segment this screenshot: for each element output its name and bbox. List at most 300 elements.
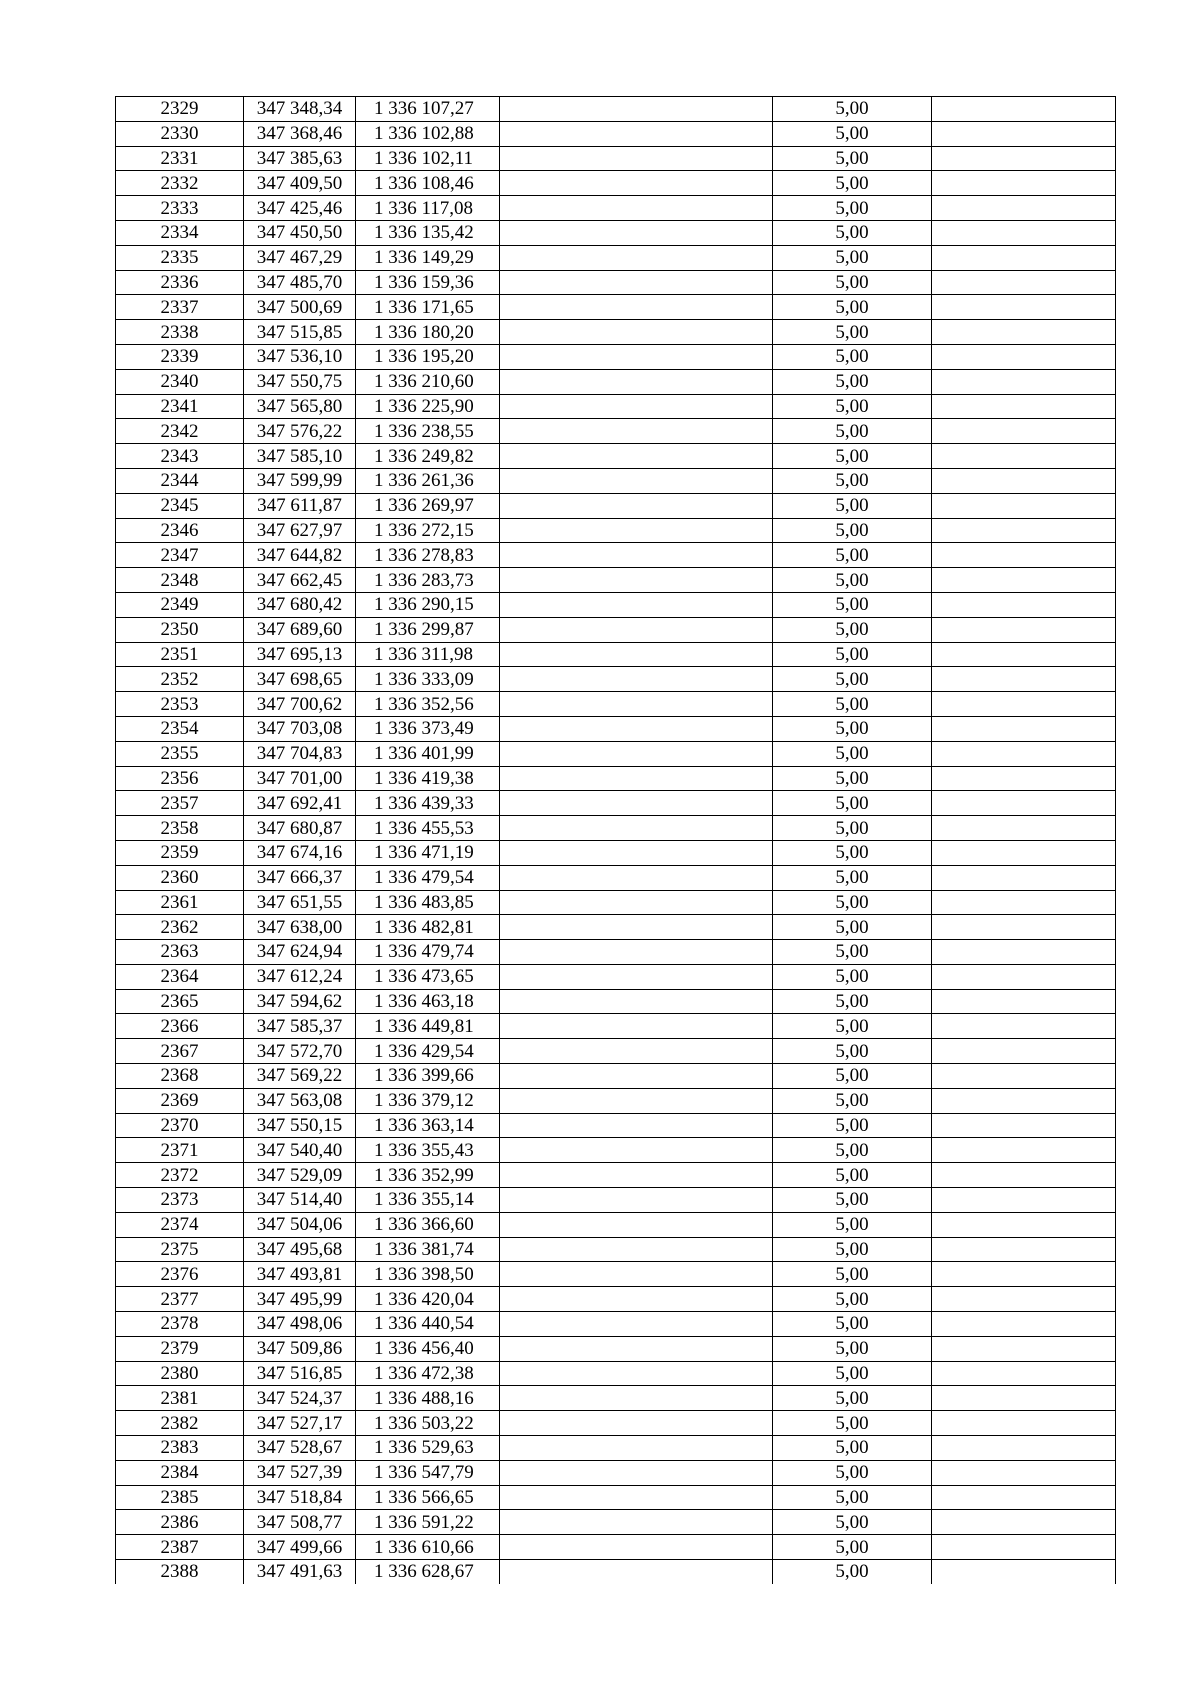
accuracy-cell: 5,00: [773, 419, 932, 444]
table-row: [116, 692, 1116, 717]
y-coordinate-cell: 1 336 333,09: [356, 667, 500, 692]
accuracy-cell: 5,00: [773, 890, 932, 915]
point-number-cell: 2329: [116, 97, 244, 122]
empty-cell: [500, 1163, 773, 1188]
point-number-cell: 2366: [116, 1014, 244, 1039]
table-row: [116, 964, 1116, 989]
empty-cell: [932, 220, 1116, 245]
accuracy-cell: 5,00: [773, 468, 932, 493]
table-row: [116, 1411, 1116, 1436]
x-coordinate-cell: 347 493,81: [244, 1262, 356, 1287]
x-coordinate-cell: 347 627,97: [244, 518, 356, 543]
y-coordinate-cell: 1 336 355,14: [356, 1188, 500, 1213]
empty-cell: [500, 791, 773, 816]
empty-cell: [932, 369, 1116, 394]
point-number-cell: 2341: [116, 394, 244, 419]
point-number-cell: 2334: [116, 220, 244, 245]
accuracy-cell: 5,00: [773, 568, 932, 593]
point-number-cell: 2348: [116, 568, 244, 593]
point-number-cell: 2382: [116, 1411, 244, 1436]
x-coordinate-cell: 347 689,60: [244, 617, 356, 642]
table-row: [116, 915, 1116, 940]
y-coordinate-cell: 1 336 488,16: [356, 1386, 500, 1411]
table-row: [116, 543, 1116, 568]
point-number-cell: 2375: [116, 1237, 244, 1262]
empty-cell: [500, 716, 773, 741]
table-row: [116, 940, 1116, 965]
table-row: [116, 741, 1116, 766]
accuracy-cell: 5,00: [773, 642, 932, 667]
table-row: [116, 97, 1116, 122]
table-row: [116, 667, 1116, 692]
x-coordinate-cell: 347 499,66: [244, 1535, 356, 1560]
table-row: [116, 1014, 1116, 1039]
point-number-cell: 2345: [116, 493, 244, 518]
table-row: [116, 1064, 1116, 1089]
table-row: [116, 171, 1116, 196]
x-coordinate-cell: 347 680,42: [244, 592, 356, 617]
y-coordinate-cell: 1 336 159,36: [356, 270, 500, 295]
y-coordinate-cell: 1 336 225,90: [356, 394, 500, 419]
empty-cell: [932, 1287, 1116, 1312]
empty-cell: [932, 1436, 1116, 1461]
accuracy-cell: 5,00: [773, 1138, 932, 1163]
empty-cell: [500, 220, 773, 245]
accuracy-cell: 5,00: [773, 766, 932, 791]
x-coordinate-cell: 347 495,99: [244, 1287, 356, 1312]
table-row: [116, 270, 1116, 295]
y-coordinate-cell: 1 336 566,65: [356, 1485, 500, 1510]
point-number-cell: 2330: [116, 121, 244, 146]
point-number-cell: 2369: [116, 1088, 244, 1113]
point-number-cell: 2370: [116, 1113, 244, 1138]
table-row: [116, 518, 1116, 543]
y-coordinate-cell: 1 336 398,50: [356, 1262, 500, 1287]
accuracy-cell: 5,00: [773, 816, 932, 841]
y-coordinate-cell: 1 336 449,81: [356, 1014, 500, 1039]
accuracy-cell: 5,00: [773, 617, 932, 642]
empty-cell: [500, 1411, 773, 1436]
x-coordinate-cell: 347 585,37: [244, 1014, 356, 1039]
y-coordinate-cell: 1 336 108,46: [356, 171, 500, 196]
point-number-cell: 2358: [116, 816, 244, 841]
empty-cell: [932, 592, 1116, 617]
table-row: [116, 840, 1116, 865]
y-coordinate-cell: 1 336 363,14: [356, 1113, 500, 1138]
empty-cell: [932, 617, 1116, 642]
accuracy-cell: 5,00: [773, 245, 932, 270]
accuracy-cell: 5,00: [773, 1510, 932, 1535]
empty-cell: [500, 816, 773, 841]
empty-cell: [500, 196, 773, 221]
empty-cell: [500, 964, 773, 989]
table-row: [116, 592, 1116, 617]
table-row: [116, 642, 1116, 667]
accuracy-cell: 5,00: [773, 1485, 932, 1510]
point-number-cell: 2373: [116, 1188, 244, 1213]
accuracy-cell: 5,00: [773, 344, 932, 369]
table-row: [116, 1088, 1116, 1113]
x-coordinate-cell: 347 612,24: [244, 964, 356, 989]
table-row: [116, 220, 1116, 245]
y-coordinate-cell: 1 336 299,87: [356, 617, 500, 642]
empty-cell: [500, 543, 773, 568]
empty-cell: [500, 295, 773, 320]
table-row: [116, 1039, 1116, 1064]
empty-cell: [500, 468, 773, 493]
point-number-cell: 2350: [116, 617, 244, 642]
x-coordinate-cell: 347 563,08: [244, 1088, 356, 1113]
x-coordinate-cell: 347 529,09: [244, 1163, 356, 1188]
point-number-cell: 2383: [116, 1436, 244, 1461]
empty-cell: [500, 1560, 773, 1584]
point-number-cell: 2347: [116, 543, 244, 568]
empty-cell: [932, 344, 1116, 369]
empty-cell: [500, 592, 773, 617]
empty-cell: [932, 1312, 1116, 1337]
table-row: [116, 1386, 1116, 1411]
y-coordinate-cell: 1 336 503,22: [356, 1411, 500, 1436]
empty-cell: [932, 692, 1116, 717]
empty-cell: [932, 791, 1116, 816]
table-row: [116, 1163, 1116, 1188]
empty-cell: [500, 915, 773, 940]
y-coordinate-cell: 1 336 483,85: [356, 890, 500, 915]
x-coordinate-cell: 347 701,00: [244, 766, 356, 791]
x-coordinate-cell: 347 644,82: [244, 543, 356, 568]
y-coordinate-cell: 1 336 311,98: [356, 642, 500, 667]
point-number-cell: 2354: [116, 716, 244, 741]
table-row: [116, 1138, 1116, 1163]
y-coordinate-cell: 1 336 471,19: [356, 840, 500, 865]
accuracy-cell: 5,00: [773, 964, 932, 989]
empty-cell: [932, 1014, 1116, 1039]
empty-cell: [932, 1535, 1116, 1560]
x-coordinate-cell: 347 495,68: [244, 1237, 356, 1262]
point-number-cell: 2340: [116, 369, 244, 394]
empty-cell: [500, 940, 773, 965]
empty-cell: [500, 444, 773, 469]
accuracy-cell: 5,00: [773, 220, 932, 245]
point-number-cell: 2371: [116, 1138, 244, 1163]
table-row: [116, 1436, 1116, 1461]
y-coordinate-cell: 1 336 135,42: [356, 220, 500, 245]
table-row: [116, 419, 1116, 444]
point-number-cell: 2385: [116, 1485, 244, 1510]
y-coordinate-cell: 1 336 278,83: [356, 543, 500, 568]
accuracy-cell: 5,00: [773, 1088, 932, 1113]
y-coordinate-cell: 1 336 272,15: [356, 518, 500, 543]
point-number-cell: 2359: [116, 840, 244, 865]
y-coordinate-cell: 1 336 283,73: [356, 568, 500, 593]
point-number-cell: 2355: [116, 741, 244, 766]
x-coordinate-cell: 347 504,06: [244, 1212, 356, 1237]
table-row: [116, 1336, 1116, 1361]
empty-cell: [932, 1237, 1116, 1262]
y-coordinate-cell: 1 336 440,54: [356, 1312, 500, 1337]
empty-cell: [500, 121, 773, 146]
x-coordinate-cell: 347 698,65: [244, 667, 356, 692]
x-coordinate-cell: 347 527,17: [244, 1411, 356, 1436]
empty-cell: [500, 1039, 773, 1064]
empty-cell: [932, 964, 1116, 989]
empty-cell: [500, 1485, 773, 1510]
point-number-cell: 2351: [116, 642, 244, 667]
point-number-cell: 2336: [116, 270, 244, 295]
accuracy-cell: 5,00: [773, 196, 932, 221]
empty-cell: [932, 1336, 1116, 1361]
y-coordinate-cell: 1 336 429,54: [356, 1039, 500, 1064]
accuracy-cell: 5,00: [773, 97, 932, 122]
empty-cell: [500, 692, 773, 717]
x-coordinate-cell: 347 508,77: [244, 1510, 356, 1535]
empty-cell: [500, 320, 773, 345]
y-coordinate-cell: 1 336 261,36: [356, 468, 500, 493]
x-coordinate-cell: 347 368,46: [244, 121, 356, 146]
x-coordinate-cell: 347 662,45: [244, 568, 356, 593]
empty-cell: [500, 1386, 773, 1411]
x-coordinate-cell: 347 638,00: [244, 915, 356, 940]
x-coordinate-cell: 347 498,06: [244, 1312, 356, 1337]
empty-cell: [500, 1113, 773, 1138]
table-row: [116, 617, 1116, 642]
accuracy-cell: 5,00: [773, 1113, 932, 1138]
x-coordinate-cell: 347 700,62: [244, 692, 356, 717]
empty-cell: [932, 419, 1116, 444]
accuracy-cell: 5,00: [773, 171, 932, 196]
empty-cell: [932, 1262, 1116, 1287]
empty-cell: [932, 444, 1116, 469]
y-coordinate-cell: 1 336 628,67: [356, 1560, 500, 1584]
empty-cell: [500, 890, 773, 915]
empty-cell: [932, 121, 1116, 146]
table-row: [116, 146, 1116, 171]
table-row: [116, 295, 1116, 320]
table-row: [116, 493, 1116, 518]
y-coordinate-cell: 1 336 238,55: [356, 419, 500, 444]
empty-cell: [932, 915, 1116, 940]
y-coordinate-cell: 1 336 102,11: [356, 146, 500, 171]
x-coordinate-cell: 347 550,15: [244, 1113, 356, 1138]
x-coordinate-cell: 347 666,37: [244, 865, 356, 890]
empty-cell: [932, 1113, 1116, 1138]
empty-cell: [500, 840, 773, 865]
accuracy-cell: 5,00: [773, 1287, 932, 1312]
empty-cell: [932, 1138, 1116, 1163]
point-number-cell: 2368: [116, 1064, 244, 1089]
empty-cell: [932, 766, 1116, 791]
x-coordinate-cell: 347 514,40: [244, 1188, 356, 1213]
x-coordinate-cell: 347 550,75: [244, 369, 356, 394]
accuracy-cell: 5,00: [773, 1014, 932, 1039]
table-row: [116, 444, 1116, 469]
point-number-cell: 2374: [116, 1212, 244, 1237]
x-coordinate-cell: 347 680,87: [244, 816, 356, 841]
empty-cell: [932, 1212, 1116, 1237]
x-coordinate-cell: 347 385,63: [244, 146, 356, 171]
point-number-cell: 2384: [116, 1460, 244, 1485]
coordinates-table-body: [116, 97, 1116, 1584]
accuracy-cell: 5,00: [773, 1312, 932, 1337]
point-number-cell: 2333: [116, 196, 244, 221]
x-coordinate-cell: 347 524,37: [244, 1386, 356, 1411]
x-coordinate-cell: 347 704,83: [244, 741, 356, 766]
accuracy-cell: 5,00: [773, 444, 932, 469]
empty-cell: [932, 518, 1116, 543]
y-coordinate-cell: 1 336 420,04: [356, 1287, 500, 1312]
empty-cell: [500, 989, 773, 1014]
empty-cell: [500, 617, 773, 642]
y-coordinate-cell: 1 336 419,38: [356, 766, 500, 791]
table-row: [116, 1113, 1116, 1138]
empty-cell: [500, 1287, 773, 1312]
empty-cell: [500, 518, 773, 543]
x-coordinate-cell: 347 695,13: [244, 642, 356, 667]
empty-cell: [500, 1535, 773, 1560]
table-row: [116, 716, 1116, 741]
table-row: [116, 1460, 1116, 1485]
empty-cell: [932, 1460, 1116, 1485]
accuracy-cell: 5,00: [773, 741, 932, 766]
x-coordinate-cell: 347 509,86: [244, 1336, 356, 1361]
point-number-cell: 2361: [116, 890, 244, 915]
table-row: [116, 394, 1116, 419]
x-coordinate-cell: 347 450,50: [244, 220, 356, 245]
empty-cell: [932, 320, 1116, 345]
accuracy-cell: 5,00: [773, 667, 932, 692]
point-number-cell: 2378: [116, 1312, 244, 1337]
x-coordinate-cell: 347 594,62: [244, 989, 356, 1014]
accuracy-cell: 5,00: [773, 121, 932, 146]
empty-cell: [500, 1436, 773, 1461]
table-row: [116, 1188, 1116, 1213]
empty-cell: [500, 1212, 773, 1237]
table-row: [116, 121, 1116, 146]
y-coordinate-cell: 1 336 352,99: [356, 1163, 500, 1188]
empty-cell: [932, 1163, 1116, 1188]
y-coordinate-cell: 1 336 439,33: [356, 791, 500, 816]
y-coordinate-cell: 1 336 352,56: [356, 692, 500, 717]
y-coordinate-cell: 1 336 401,99: [356, 741, 500, 766]
accuracy-cell: 5,00: [773, 915, 932, 940]
point-number-cell: 2342: [116, 419, 244, 444]
x-coordinate-cell: 347 569,22: [244, 1064, 356, 1089]
point-number-cell: 2376: [116, 1262, 244, 1287]
x-coordinate-cell: 347 467,29: [244, 245, 356, 270]
y-coordinate-cell: 1 336 610,66: [356, 1535, 500, 1560]
empty-cell: [500, 642, 773, 667]
y-coordinate-cell: 1 336 290,15: [356, 592, 500, 617]
point-number-cell: 2356: [116, 766, 244, 791]
empty-cell: [500, 1262, 773, 1287]
empty-cell: [500, 568, 773, 593]
y-coordinate-cell: 1 336 171,65: [356, 295, 500, 320]
accuracy-cell: 5,00: [773, 320, 932, 345]
y-coordinate-cell: 1 336 482,81: [356, 915, 500, 940]
y-coordinate-cell: 1 336 210,60: [356, 369, 500, 394]
y-coordinate-cell: 1 336 180,20: [356, 320, 500, 345]
coordinates-table: [115, 96, 1116, 1584]
x-coordinate-cell: 347 565,80: [244, 394, 356, 419]
point-number-cell: 2386: [116, 1510, 244, 1535]
x-coordinate-cell: 347 536,10: [244, 344, 356, 369]
x-coordinate-cell: 347 409,50: [244, 171, 356, 196]
table-row: [116, 568, 1116, 593]
point-number-cell: 2379: [116, 1336, 244, 1361]
point-number-cell: 2367: [116, 1039, 244, 1064]
x-coordinate-cell: 347 651,55: [244, 890, 356, 915]
empty-cell: [932, 940, 1116, 965]
point-number-cell: 2331: [116, 146, 244, 171]
accuracy-cell: 5,00: [773, 1336, 932, 1361]
point-number-cell: 2363: [116, 940, 244, 965]
x-coordinate-cell: 347 703,08: [244, 716, 356, 741]
table-row: [116, 369, 1116, 394]
point-number-cell: 2332: [116, 171, 244, 196]
point-number-cell: 2360: [116, 865, 244, 890]
accuracy-cell: 5,00: [773, 1039, 932, 1064]
empty-cell: [932, 1088, 1116, 1113]
table-row: [116, 791, 1116, 816]
point-number-cell: 2387: [116, 1535, 244, 1560]
accuracy-cell: 5,00: [773, 1411, 932, 1436]
accuracy-cell: 5,00: [773, 716, 932, 741]
y-coordinate-cell: 1 336 463,18: [356, 989, 500, 1014]
point-number-cell: 2372: [116, 1163, 244, 1188]
empty-cell: [500, 741, 773, 766]
accuracy-cell: 5,00: [773, 1560, 932, 1584]
accuracy-cell: 5,00: [773, 295, 932, 320]
accuracy-cell: 5,00: [773, 791, 932, 816]
empty-cell: [500, 270, 773, 295]
x-coordinate-cell: 347 692,41: [244, 791, 356, 816]
table-row: [116, 1312, 1116, 1337]
table-row: [116, 1361, 1116, 1386]
table-row: [116, 1287, 1116, 1312]
accuracy-cell: 5,00: [773, 270, 932, 295]
empty-cell: [932, 1361, 1116, 1386]
point-number-cell: 2377: [116, 1287, 244, 1312]
x-coordinate-cell: 347 624,94: [244, 940, 356, 965]
accuracy-cell: 5,00: [773, 543, 932, 568]
table-row: [116, 344, 1116, 369]
empty-cell: [932, 394, 1116, 419]
accuracy-cell: 5,00: [773, 394, 932, 419]
y-coordinate-cell: 1 336 547,79: [356, 1460, 500, 1485]
x-coordinate-cell: 347 585,10: [244, 444, 356, 469]
empty-cell: [500, 865, 773, 890]
empty-cell: [500, 667, 773, 692]
empty-cell: [500, 766, 773, 791]
x-coordinate-cell: 347 515,85: [244, 320, 356, 345]
accuracy-cell: 5,00: [773, 1460, 932, 1485]
y-coordinate-cell: 1 336 381,74: [356, 1237, 500, 1262]
empty-cell: [932, 171, 1116, 196]
empty-cell: [932, 1064, 1116, 1089]
empty-cell: [932, 196, 1116, 221]
point-number-cell: 2337: [116, 295, 244, 320]
empty-cell: [932, 716, 1116, 741]
empty-cell: [500, 419, 773, 444]
y-coordinate-cell: 1 336 473,65: [356, 964, 500, 989]
accuracy-cell: 5,00: [773, 940, 932, 965]
table-row: [116, 865, 1116, 890]
point-number-cell: 2335: [116, 245, 244, 270]
empty-cell: [932, 890, 1116, 915]
y-coordinate-cell: 1 336 455,53: [356, 816, 500, 841]
accuracy-cell: 5,00: [773, 1237, 932, 1262]
y-coordinate-cell: 1 336 195,20: [356, 344, 500, 369]
